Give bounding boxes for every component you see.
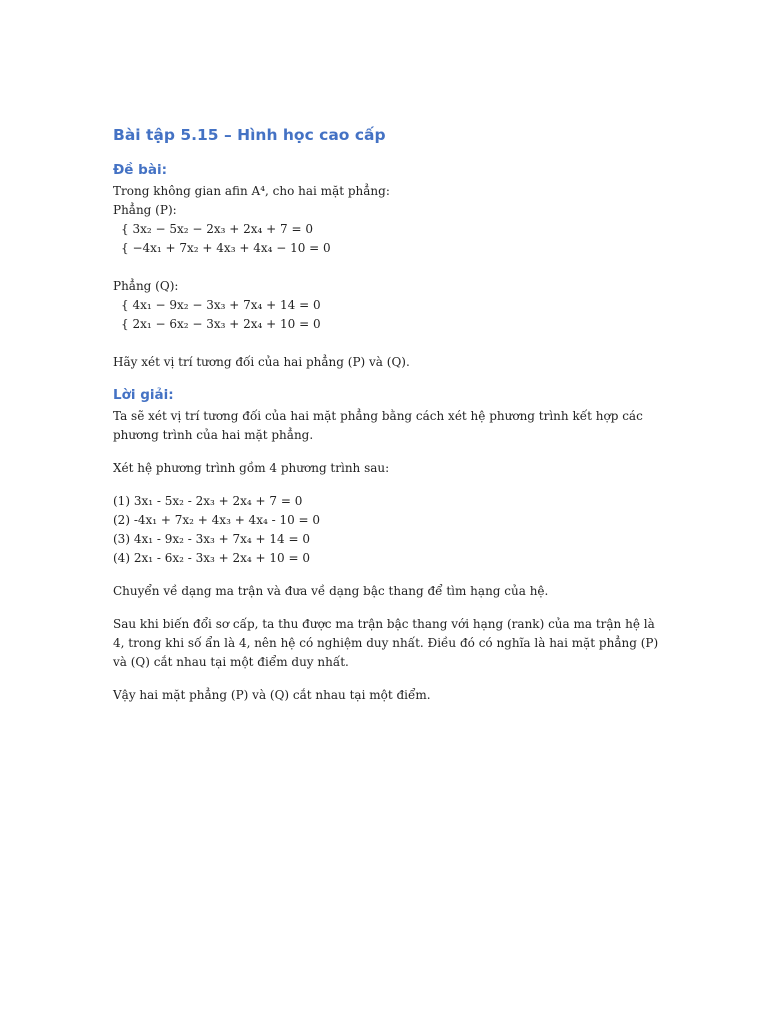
document-title: Bài tập 5.15 – Hình học cao cấp <box>113 126 386 144</box>
solution-paragraph-4-line-1: Sau khi biến đổi sơ cấp, ta thu được ma trận bậc thang với hạng (rank) của ma trận hệ là <box>113 617 655 631</box>
plane-p-equation-1: { 3x₂ − 5x₂ − 2x₃ + 2x₄ + 7 = 0 <box>121 222 313 236</box>
plane-q-equation-2: { 2x₁ − 6x₂ − 3x₃ + 2x₄ + 10 = 0 <box>121 317 321 331</box>
solution-heading: Lời giải: <box>113 387 174 403</box>
solution-paragraph-2: Xét hệ phương trình gồm 4 phương trình sau: <box>113 461 390 475</box>
problem-intro: Trong không gian afin A⁴, cho hai mặt phẳng: <box>113 184 390 198</box>
solution-paragraph-1-line-2: phương trình của hai mặt phẳng. <box>113 428 314 442</box>
problem-question: Hãy xét vị trí tương đối của hai phẳng (P) và (Q). <box>113 355 410 369</box>
plane-p-label: Phẳng (P): <box>113 203 177 217</box>
solution-paragraph-3: Chuyển về dạng ma trận và đưa về dạng bậc thang để tìm hạng của hệ. <box>113 584 549 598</box>
solution-paragraph-1-line-1: Ta sẽ xét vị trí tương đối của hai mặt phẳng bằng cách xét hệ phương trình kết hợp các <box>113 409 643 423</box>
system-equation-3: (3) 4x₁ - 9x₂ - 3x₃ + 7x₄ + 14 = 0 <box>113 532 310 546</box>
solution-paragraph-4-line-2: 4, trong khi số ẩn là 4, nên hệ có nghiệm duy nhất. Điều đó có nghĩa là hai mặt phẳng (P) <box>113 636 659 650</box>
system-equation-4: (4) 2x₁ - 6x₂ - 3x₃ + 2x₄ + 10 = 0 <box>113 551 310 565</box>
solution-paragraph-4-line-3: và (Q) cắt nhau tại một điểm duy nhất. <box>113 655 349 669</box>
plane-q-label: Phẳng (Q): <box>113 279 179 293</box>
system-equation-1: (1) 3x₁ - 5x₂ - 2x₃ + 2x₄ + 7 = 0 <box>113 494 303 508</box>
plane-p-equation-2: { −4x₁ + 7x₂ + 4x₃ + 4x₄ − 10 = 0 <box>121 241 331 255</box>
plane-q-equation-1: { 4x₁ − 9x₂ − 3x₃ + 7x₄ + 14 = 0 <box>121 298 321 312</box>
system-equation-2: (2) -4x₁ + 7x₂ + 4x₃ + 4x₄ - 10 = 0 <box>113 513 321 527</box>
conclusion: Vậy hai mặt phẳng (P) và (Q) cắt nhau tại một điểm. <box>113 688 431 702</box>
problem-heading: Đề bài: <box>113 162 167 178</box>
